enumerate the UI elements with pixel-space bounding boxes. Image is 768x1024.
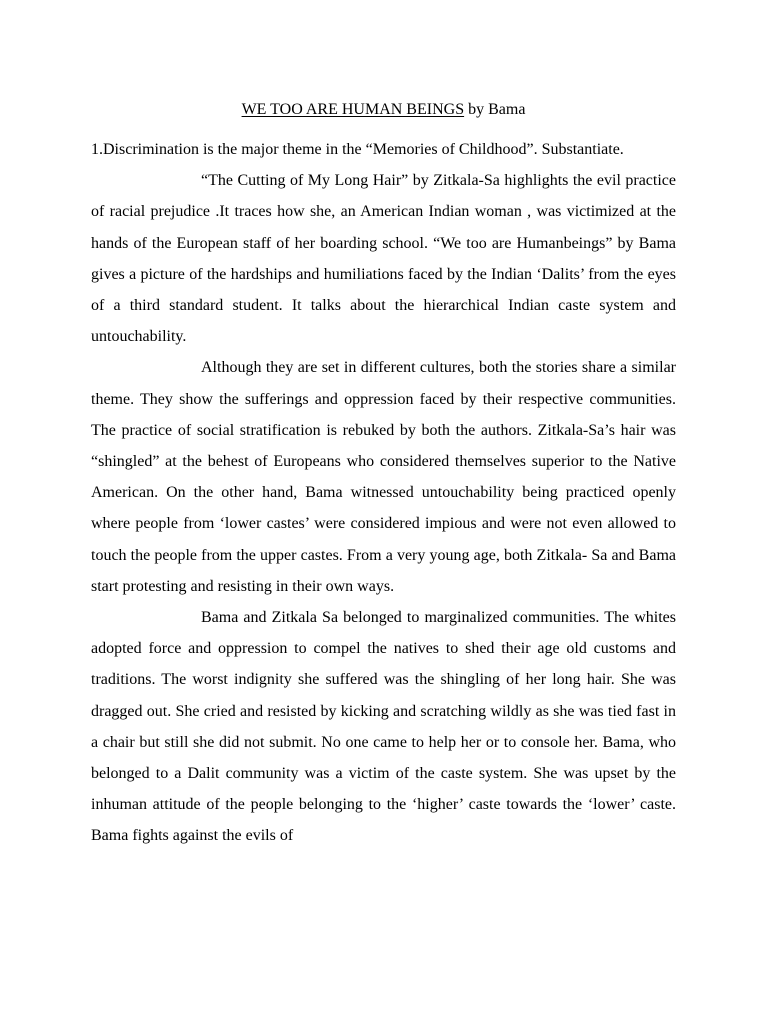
document-body bbox=[91, 98, 676, 852]
question-text: 1.Discrimination is the major theme in the “Memories of Childhood”. Substantiate. bbox=[91, 141, 624, 158]
document-title bbox=[91, 98, 676, 122]
title-author: by Bama bbox=[464, 101, 526, 118]
paragraph-3: Bama and Zitkala Sa belonged to marginalized communities. The whites adopted force and oppression to compel the natives to shed their age old customs and traditions. The worst indignity she suffered was the shingling of her long hair. She was dragged out. She cried and resisted by kicking and scratching wildly as she was tied fast in a chair but still she did not submit. No one came to help her or to console her. Bama, who belonged to a Dalit community was a victim of the caste system. She was upset by the inhuman attitude of the people belonging to the ‘higher’ caste towards the ‘lower’ caste. Bama fights against the evils of bbox=[91, 609, 676, 845]
paragraph-1: “The Cutting of My Long Hair” by Zitkala-Sa highlights the evil practice of racial prejudice .It traces how she, an American Indian woman , was victimized at the hands of the European staff of her boarding school. “We too are Humanbeings” by Bama gives a picture of the hardships and humiliations faced by the Indian ‘Dalits’ from the eyes of a third standard student. It talks about the hierarchical Indian caste system and untouchability. bbox=[91, 172, 676, 346]
title-main: WE TOO ARE HUMAN BEINGS bbox=[241, 101, 465, 118]
paragraph-2: Although they are set in different cultures, both the stories share a similar theme. They show the sufferings and oppression faced by their respective communities. The practice of social stratification is rebuked by both the authors. Zitkala-Sa’s hair was “shingled” at the behest of Europeans who considered themselves superior to the Native American. On the other hand, Bama witnessed untouchability being practiced openly where people from ‘lower castes’ were considered impious and were not even allowed to touch the people from the upper castes. From a very young age, both Zitkala- Sa and Bama start protesting and resisting in their own ways. bbox=[91, 359, 676, 595]
